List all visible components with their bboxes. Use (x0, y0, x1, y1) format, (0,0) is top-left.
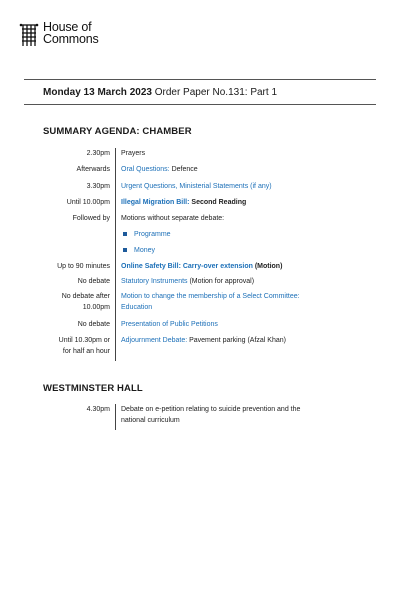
order-paper-heading (43, 87, 277, 98)
agenda-row (43, 229, 343, 245)
select-committee-motion-link[interactable]: Motion to change the membership of a Select Committee: (121, 293, 300, 300)
agenda-item (115, 319, 343, 335)
agenda-item (115, 245, 343, 261)
agenda-item (115, 197, 343, 213)
agenda-row (43, 291, 343, 319)
agenda-time: 3.30pm (86, 183, 110, 190)
agenda-row (43, 181, 343, 197)
money-link[interactable]: Money (134, 247, 156, 254)
agenda-time: Followed by (72, 215, 110, 222)
agenda-row (43, 148, 343, 164)
agenda-item-detail: (Motion) (252, 263, 283, 270)
public-petitions-link[interactable]: Presentation of Public Petitions (121, 321, 218, 328)
agenda-item-line: national curriculum (121, 417, 180, 424)
chamber-agenda (43, 148, 343, 361)
agenda-item-detail: Defence (169, 166, 198, 173)
agenda-item (115, 229, 343, 245)
logo-line-2: Commons (43, 31, 99, 46)
agenda-row (43, 213, 343, 229)
agenda-item (115, 335, 343, 361)
agenda-item (115, 276, 343, 291)
agenda-row (43, 335, 343, 361)
bullet-icon (123, 248, 127, 252)
agenda-row (43, 197, 343, 213)
select-committee-motion-link-cont[interactable]: Education (121, 304, 153, 311)
agenda-row (43, 276, 343, 291)
agenda-item-line: Debate on e-petition relating to suicide prevention and the (121, 406, 301, 413)
programme-link[interactable]: Programme (134, 231, 171, 238)
top-rule (24, 79, 376, 80)
agenda-item (115, 261, 343, 276)
illegal-migration-bill-link[interactable]: Illegal Migration Bill: (121, 199, 190, 206)
agenda-time: Up to 90 minutes (57, 263, 110, 270)
sitting-date: Monday 13 March 2023 (43, 87, 152, 98)
agenda-time (43, 245, 115, 261)
adjournment-debate-link[interactable]: Adjournment Debate: (121, 337, 188, 344)
portcullis-icon (19, 23, 39, 47)
statutory-instruments-link[interactable]: Statutory Instruments (121, 278, 188, 285)
agenda-time: Afterwards (76, 166, 110, 173)
agenda-item (115, 291, 343, 319)
agenda-item-detail: Second Reading (189, 199, 247, 206)
agenda-time: No debate (77, 321, 110, 328)
agenda-time (43, 291, 115, 319)
agenda-row (43, 319, 343, 335)
bullet-icon (123, 232, 127, 236)
agenda-row (43, 164, 343, 181)
westminster-hall-title: WESTMINSTER HALL (43, 383, 143, 394)
agenda-time-line: 10.00pm (82, 304, 110, 311)
agenda-time-line: No debate after (61, 293, 110, 300)
agenda-row (43, 245, 343, 261)
agenda-time: No debate (77, 278, 110, 285)
agenda-time-line: for half an hour (62, 348, 110, 355)
agenda-time: 2.30pm (86, 150, 110, 157)
bottom-rule (24, 104, 376, 105)
agenda-item: Prayers (115, 148, 343, 164)
agenda-time (43, 229, 115, 245)
agenda-time-line: Until 10.30pm or (58, 337, 110, 344)
oral-questions-link[interactable]: Oral Questions: (121, 166, 170, 173)
agenda-time (43, 335, 115, 361)
agenda-item-detail: (Motion for approval) (187, 278, 255, 285)
westminster-hall-agenda (43, 404, 343, 430)
agenda-row (43, 404, 343, 430)
agenda-item (115, 164, 343, 181)
agenda-item: Motions without separate debate: (115, 213, 343, 229)
chamber-title: SUMMARY AGENDA: CHAMBER (43, 126, 192, 137)
urgent-questions-link[interactable]: Urgent Questions, Ministerial Statements (if any) (121, 183, 272, 190)
agenda-item-detail: Pavement parking (Afzal Khan) (187, 337, 286, 344)
logo-line-1: House of (43, 20, 92, 34)
logo (19, 22, 99, 47)
logo-wordmark (43, 22, 99, 45)
agenda-item (115, 404, 343, 430)
online-safety-bill-link[interactable]: Online Safety Bill: Carry-over extension (121, 263, 253, 270)
order-paper-number: Order Paper No.131: Part 1 (151, 87, 278, 98)
agenda-time: 4.30pm (86, 406, 110, 413)
agenda-time: Until 10.00pm (66, 199, 110, 206)
agenda-row (43, 261, 343, 276)
agenda-item (115, 181, 343, 197)
